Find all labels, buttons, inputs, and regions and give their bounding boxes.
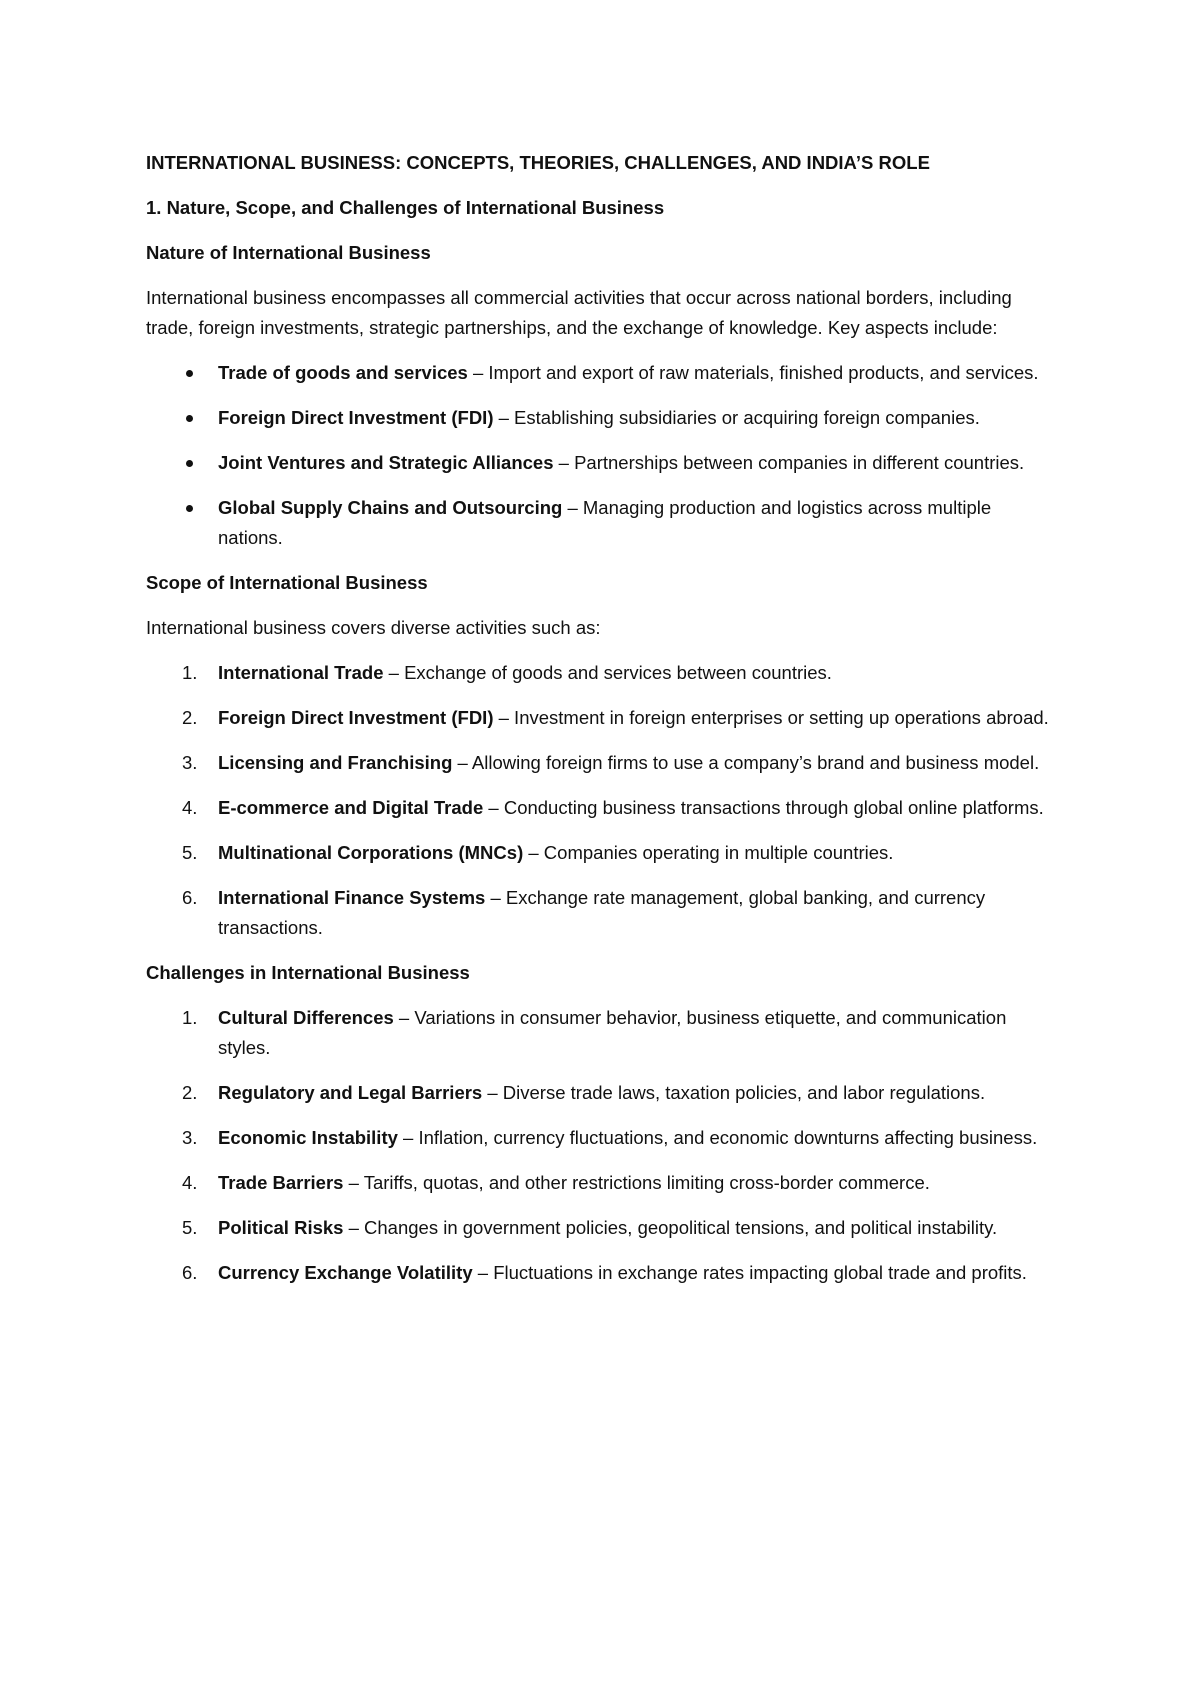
item-term: Trade of goods and services: [218, 362, 468, 383]
item-term: Multinational Corporations (MNCs): [218, 842, 524, 863]
item-description: – Allowing foreign firms to use a company’s brand and business model.: [452, 752, 1040, 773]
nature-heading: Nature of International Business: [146, 242, 431, 263]
item-number: 6.: [182, 1262, 198, 1283]
item-term: Foreign Direct Investment (FDI): [218, 707, 494, 728]
item-term: Currency Exchange Volatility: [218, 1262, 473, 1283]
item-description: – Partnerships between companies in different countries.: [553, 452, 1025, 473]
nature-list: [146, 358, 1050, 553]
item-number: 6.: [182, 887, 198, 908]
item-term: Political Risks: [218, 1217, 344, 1238]
item-description: – Changes in government policies, geopolitical tensions, and political instability.: [343, 1217, 998, 1238]
list-item: [146, 1258, 1050, 1288]
list-item: [146, 448, 1050, 478]
list-item: [146, 1213, 1050, 1243]
item-description: – Conducting business transactions through global online platforms.: [483, 797, 1044, 818]
item-number: 4.: [182, 797, 198, 818]
bullet-icon: [186, 370, 193, 377]
list-item: [146, 838, 1050, 868]
bullet-icon: [186, 505, 193, 512]
item-number: 2.: [182, 707, 198, 728]
item-description: – Import and export of raw materials, finished products, and services.: [467, 362, 1039, 383]
item-description: – Managing production and logistics across multiple nations.: [218, 497, 992, 548]
list-item: [146, 658, 1050, 688]
item-description: – Exchange of goods and services between countries.: [383, 662, 832, 683]
scope-list: [146, 658, 1050, 943]
list-item: [146, 1078, 1050, 1108]
item-description: – Diverse trade laws, taxation policies, and labor regulations.: [482, 1082, 986, 1103]
item-number: 5.: [182, 842, 198, 863]
item-description: – Establishing subsidiaries or acquiring foreign companies.: [493, 407, 980, 428]
list-item: [146, 1123, 1050, 1153]
item-term: Foreign Direct Investment (FDI): [218, 407, 494, 428]
item-description: – Tariffs, quotas, and other restrictions limiting cross-border commerce.: [343, 1172, 930, 1193]
item-description: – Inflation, currency fluctuations, and economic downturns affecting business.: [397, 1127, 1038, 1148]
item-description: – Investment in foreign enterprises or setting up operations abroad.: [493, 707, 1049, 728]
bullet-icon: [186, 460, 193, 467]
item-term: Global Supply Chains and Outsourcing: [218, 497, 563, 518]
list-item: [146, 358, 1050, 388]
list-item: [146, 883, 1050, 943]
item-number: 5.: [182, 1217, 198, 1238]
item-description: – Exchange rate management, global banking, and currency transactions.: [218, 887, 986, 938]
item-number: 1.: [182, 662, 198, 683]
list-item: [146, 1168, 1050, 1198]
item-number: 4.: [182, 1172, 198, 1193]
item-term: Economic Instability: [218, 1127, 398, 1148]
item-term: Joint Ventures and Strategic Alliances: [218, 452, 554, 473]
scope-heading: Scope of International Business: [146, 572, 428, 593]
item-term: E-commerce and Digital Trade: [218, 797, 484, 818]
scope-intro: International business covers diverse activities such as:: [146, 617, 601, 638]
item-description: – Companies operating in multiple countries.: [523, 842, 894, 863]
list-item: [146, 793, 1050, 823]
item-term: International Trade: [218, 662, 384, 683]
item-description: – Fluctuations in exchange rates impacting global trade and profits.: [472, 1262, 1027, 1283]
challenges-list: [146, 1003, 1050, 1288]
item-number: 1.: [182, 1007, 198, 1028]
list-item: [146, 748, 1050, 778]
item-description: – Variations in consumer behavior, business etiquette, and communication styles.: [218, 1007, 1007, 1058]
bullet-icon: [186, 415, 193, 422]
item-number: 2.: [182, 1082, 198, 1103]
list-item: [146, 403, 1050, 433]
section-heading: 1. Nature, Scope, and Challenges of International Business: [146, 197, 665, 218]
item-number: 3.: [182, 752, 198, 773]
list-item: [146, 493, 1050, 553]
item-term: International Finance Systems: [218, 887, 486, 908]
item-number: 3.: [182, 1127, 198, 1148]
item-term: Cultural Differences: [218, 1007, 394, 1028]
list-item: [146, 1003, 1050, 1063]
challenges-heading: Challenges in International Business: [146, 962, 470, 983]
document-title: INTERNATIONAL BUSINESS: CONCEPTS, THEORIES, CHALLENGES, AND INDIA’S ROLE: [146, 152, 930, 173]
item-term: Regulatory and Legal Barriers: [218, 1082, 483, 1103]
list-item: [146, 703, 1050, 733]
item-term: Trade Barriers: [218, 1172, 344, 1193]
item-term: Licensing and Franchising: [218, 752, 453, 773]
nature-intro: International business encompasses all commercial activities that occur across national borders, including trade, foreign investments, strategic partnerships, and the exchange of knowledge. Key aspects include:: [146, 287, 1012, 338]
